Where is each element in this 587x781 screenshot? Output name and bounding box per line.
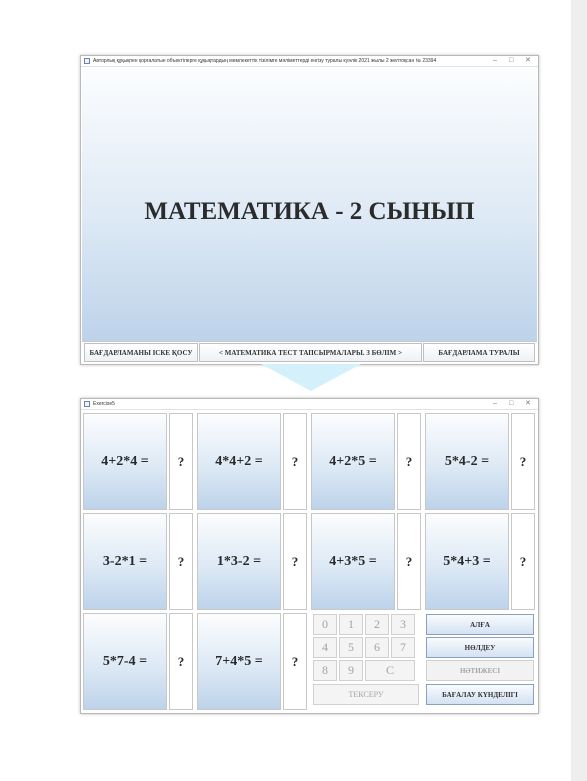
answer-cell[interactable]: ? xyxy=(169,613,193,710)
key-2[interactable]: 2 xyxy=(365,614,389,635)
problem-cell: 3-2*1 = xyxy=(83,513,167,610)
grade-diary-button[interactable]: БАҒАЛАУ КҮНДЕЛІГІ xyxy=(426,684,534,705)
problem-cell: 1*3-2 = xyxy=(197,513,281,610)
answer-cell[interactable]: ? xyxy=(511,513,535,610)
answer-cell[interactable]: ? xyxy=(283,613,307,710)
answer-cell[interactable]: ? xyxy=(283,413,307,510)
key-clear[interactable]: C xyxy=(365,660,415,681)
check-button[interactable]: ТЕКСЕРУ xyxy=(313,684,419,705)
test-tasks-button[interactable]: < МАТЕМАТИКА ТЕСТ ТАПСЫРМАЛАРЫ. 3 БӨЛІМ > xyxy=(199,343,422,362)
key-0[interactable]: 0 xyxy=(313,614,337,635)
problem-cell: 4+2*4 = xyxy=(83,413,167,510)
problem-cell: 4*4+2 = xyxy=(197,413,281,510)
window2-titlebar xyxy=(81,399,538,410)
title-panel xyxy=(82,68,537,341)
problem-cell: 5*7-4 = xyxy=(83,613,167,710)
key-6[interactable]: 6 xyxy=(365,637,389,658)
window1-titlebar xyxy=(81,56,538,67)
answer-cell[interactable]: ? xyxy=(511,413,535,510)
exercise-window xyxy=(80,398,539,714)
answer-cell[interactable]: ? xyxy=(169,413,193,510)
window1-title: Авторлық құқықпен қорғалатын объектілерге құқықтардың мемлекеттік тізілімге мәліметтерді енгізу туралы куәлік 2021 жылы 2 желтоқсан № 23394 xyxy=(93,58,437,64)
close-icon[interactable]: ✕ xyxy=(525,400,531,407)
results-button[interactable]: НӘТИЖЕСІ xyxy=(426,660,534,681)
maximize-icon[interactable]: □ xyxy=(509,400,514,407)
answer-cell[interactable]: ? xyxy=(397,413,421,510)
key-4[interactable]: 4 xyxy=(313,637,337,658)
minimize-icon[interactable]: – xyxy=(493,57,497,64)
key-5[interactable]: 5 xyxy=(339,637,363,658)
start-program-button[interactable]: БАҒДАРЛАМАНЫ ІСКЕ ҚОСУ xyxy=(84,343,198,362)
key-8[interactable]: 8 xyxy=(313,660,337,681)
next-button[interactable]: АЛҒА xyxy=(426,614,534,635)
down-arrow-icon xyxy=(261,364,361,391)
minimize-icon[interactable]: – xyxy=(493,400,497,407)
key-9[interactable]: 9 xyxy=(339,660,363,681)
page-title: МАТЕМАТИКА - 2 СЫНЫП xyxy=(144,198,475,225)
app-icon xyxy=(84,58,90,64)
app-icon xyxy=(84,401,90,407)
reset-button[interactable]: НӨЛДЕУ xyxy=(426,637,534,658)
problem-cell: 7+4*5 = xyxy=(197,613,281,710)
problem-cell: 5*4-2 = xyxy=(425,413,509,510)
problem-cell: 5*4+3 = xyxy=(425,513,509,610)
key-3[interactable]: 3 xyxy=(391,614,415,635)
answer-cell[interactable]: ? xyxy=(397,513,421,610)
maximize-icon[interactable]: □ xyxy=(509,57,514,64)
answer-cell[interactable]: ? xyxy=(169,513,193,610)
right-scrollbar-edge xyxy=(571,0,587,781)
answer-cell[interactable]: ? xyxy=(283,513,307,610)
key-1[interactable]: 1 xyxy=(339,614,363,635)
problem-cell: 4+3*5 = xyxy=(311,513,395,610)
window2-title: Exercise5 xyxy=(93,401,115,407)
about-program-button[interactable]: БАҒДАРЛАМА ТУРАЛЫ xyxy=(423,343,535,362)
window1-button-row xyxy=(82,341,537,363)
key-7[interactable]: 7 xyxy=(391,637,415,658)
problem-cell: 4+2*5 = xyxy=(311,413,395,510)
close-icon[interactable]: ✕ xyxy=(525,57,531,64)
title-window xyxy=(80,55,539,365)
